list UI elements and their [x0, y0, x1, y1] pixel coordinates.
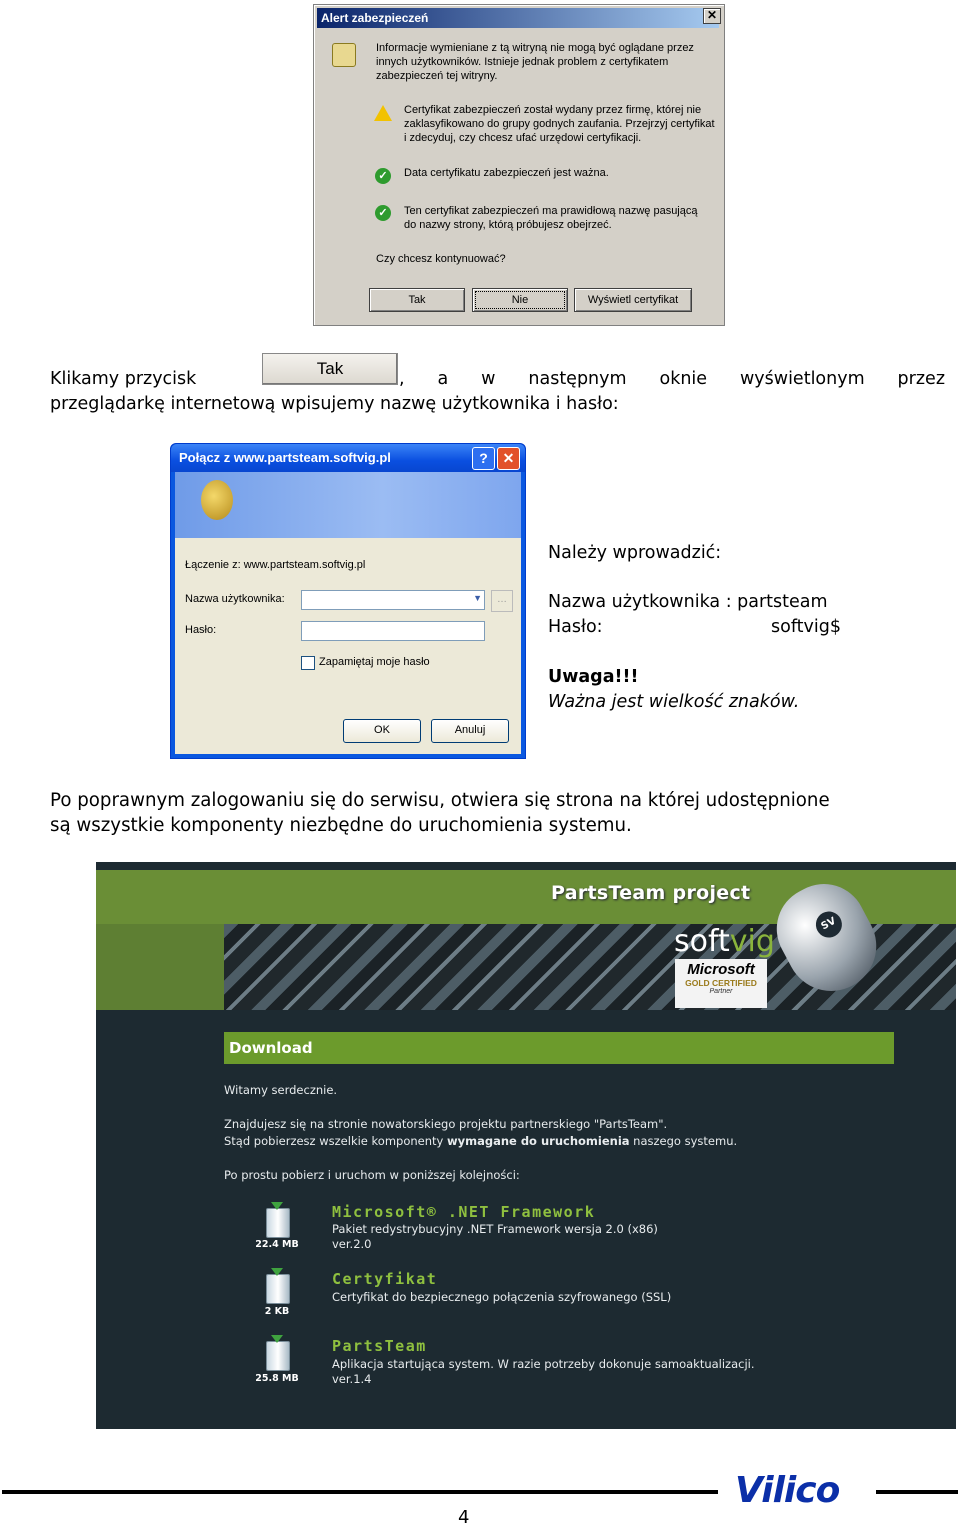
item-version: ver.2.0 — [332, 1237, 372, 1251]
after-login-text-1: Po poprawnym zalogowaniu się do serwisu, otwiera się strona na której udostępnione — [50, 790, 830, 811]
intro-line-1: Znajdujesz się na stronie nowatorskiego projektu partnerskiego "PartsTeam". — [224, 1117, 668, 1131]
password-input[interactable] — [301, 621, 485, 641]
alert-message-cert-issuer: Certyfikat zabezpieczeń został wydany przez firmę, której nie zaklasyfikowano do grupy godnych zaufania. Przejrzyj certyfikat i zdecyduj, czy chcesz ufać urzędowi certyfikacji. — [404, 104, 715, 144]
brand-part-a: soft — [674, 924, 730, 959]
no-button[interactable]: Nie — [472, 288, 568, 312]
notes-password-label: Hasło: — [548, 617, 603, 637]
notes-username: Nazwa użytkownika : partsteam — [548, 592, 828, 612]
item-desc: Pakiet redystrybucyjny .NET Framework wersja 2.0 (x86) — [332, 1222, 658, 1236]
package-icon[interactable] — [266, 1274, 290, 1304]
download-arrow-icon — [271, 1268, 283, 1276]
download-heading: Download — [229, 1039, 313, 1057]
download-bar — [224, 1032, 894, 1064]
username-label: Nazwa użytkownika: — [185, 593, 285, 605]
alert-message-cert-date: Data certyfikatu zabezpieczeń jest ważna. — [404, 167, 609, 179]
check-icon: ✓ — [375, 168, 391, 184]
softvig-logo — [674, 924, 775, 959]
intro-line-2a: Stąd pobierzesz wszelkie komponenty — [224, 1134, 447, 1148]
keys-icon — [201, 480, 233, 520]
remember-checkbox[interactable] — [301, 656, 315, 670]
login-title: Połącz z www.partsteam.softvig.pl — [171, 444, 525, 472]
footer-rule-right — [876, 1490, 958, 1494]
view-certificate-button[interactable]: Wyświetl certyfikat — [574, 288, 692, 312]
intro-text-end: przeglądarkę internetową wpisujemy nazwę użytkownika i hasło: — [50, 394, 619, 414]
login-body — [175, 472, 521, 754]
top-stripe — [96, 862, 956, 870]
mouse-badge: SV — [811, 907, 846, 942]
chevron-down-icon[interactable]: ▼ — [473, 593, 482, 603]
vilico-logo: Vilico — [735, 1470, 840, 1511]
warning-icon — [374, 105, 392, 121]
package-icon[interactable] — [266, 1341, 290, 1371]
alert-question: Czy chcesz kontynuować? — [376, 253, 506, 265]
hero-left — [96, 924, 224, 1010]
project-title: PartsTeam project — [551, 882, 751, 904]
yes-button[interactable]: Tak — [369, 288, 465, 312]
item-size: 25.8 MB — [255, 1373, 299, 1384]
notes-password-value: softvig$ — [771, 617, 841, 637]
intro-text-middle: , a w następnym oknie wyświetlonym przez — [399, 369, 945, 389]
alert-message-cert-name: Ten certyfikat zabezpieczeń ma prawidłową nazwę pasującą do nazwy strony, którą próbujesz obejrzeć. — [404, 205, 698, 231]
close-icon[interactable]: ✕ — [703, 8, 721, 24]
item-size: 2 KB — [264, 1306, 290, 1317]
item-desc: Certyfikat do bezpiecznego połączenia szyfrowanego (SSL) — [332, 1290, 672, 1304]
intro-line-2b: wymagane do uruchomienia — [446, 1134, 630, 1148]
help-icon[interactable]: ? — [472, 447, 495, 470]
intro-text-start: Klikamy przycisk — [50, 369, 197, 389]
cancel-button[interactable]: Anuluj — [431, 719, 509, 743]
footer-rule-left — [2, 1490, 718, 1494]
lock-warning-icon — [332, 43, 356, 67]
password-label: Hasło: — [185, 624, 217, 636]
close-icon[interactable]: ✕ — [497, 447, 520, 470]
welcome-text: Witamy serdecznie. — [224, 1083, 338, 1097]
browse-users-button[interactable]: … — [491, 590, 513, 612]
ms-gold: GOLD CERTIFIED — [685, 978, 757, 988]
ok-button[interactable]: OK — [343, 719, 421, 743]
download-arrow-icon — [271, 1335, 283, 1343]
order-text: Po prostu pobierz i uruchom w poniższej kolejności: — [224, 1168, 520, 1182]
item-desc: Aplikacja startująca system. W razie potrzeby dokonuje samoaktualizacji. — [332, 1357, 755, 1371]
security-alert-dialog — [313, 4, 725, 326]
item-size: 22.4 MB — [255, 1239, 299, 1250]
page-number: 4 — [458, 1507, 470, 1528]
item-link-partsteam[interactable]: PartsTeam — [332, 1337, 427, 1355]
ms-partner: Partner — [709, 988, 733, 995]
connecting-label: Łączenie z: www.partsteam.softvig.pl — [185, 559, 366, 571]
username-input[interactable] — [301, 590, 485, 610]
item-link-dotnet[interactable]: Microsoft® .NET Framework — [332, 1203, 596, 1221]
after-login-text-2: są wszystkie komponenty niezbędne do uruchomienia systemu. — [50, 815, 632, 836]
intro-line-2c: naszego systemu. — [629, 1134, 738, 1148]
ms-name: Microsoft — [687, 961, 755, 978]
notes-warning-text: Ważna jest wielkość znaków. — [548, 692, 800, 712]
download-arrow-icon — [271, 1202, 283, 1210]
check-icon: ✓ — [375, 205, 391, 221]
alert-title: Alert zabezpieczeń — [317, 8, 719, 28]
item-link-certyfikat[interactable]: Certyfikat — [332, 1270, 438, 1288]
alert-message-info: Informacje wymieniane z tą witryną nie mogą być oglądane przez innych użytkowników. Istnieje jednak problem z certyfikatem zabezpieczeń tej witryny. — [376, 42, 694, 82]
intro-line-2 — [224, 1133, 737, 1149]
notes-warning-title: Uwaga!!! — [548, 667, 639, 687]
notes-heading: Należy wprowadzić: — [548, 543, 722, 563]
remember-label: Zapamiętaj moje hasło — [319, 656, 430, 668]
microsoft-gold-badge — [675, 959, 767, 1008]
package-icon[interactable] — [266, 1208, 290, 1238]
portal-screenshot — [96, 862, 956, 1429]
item-version: ver.1.4 — [332, 1372, 372, 1386]
keys-banner — [175, 472, 521, 538]
login-dialog — [170, 443, 526, 759]
tak-button-image: Tak — [262, 353, 398, 385]
brand-part-b: vig — [729, 924, 775, 959]
